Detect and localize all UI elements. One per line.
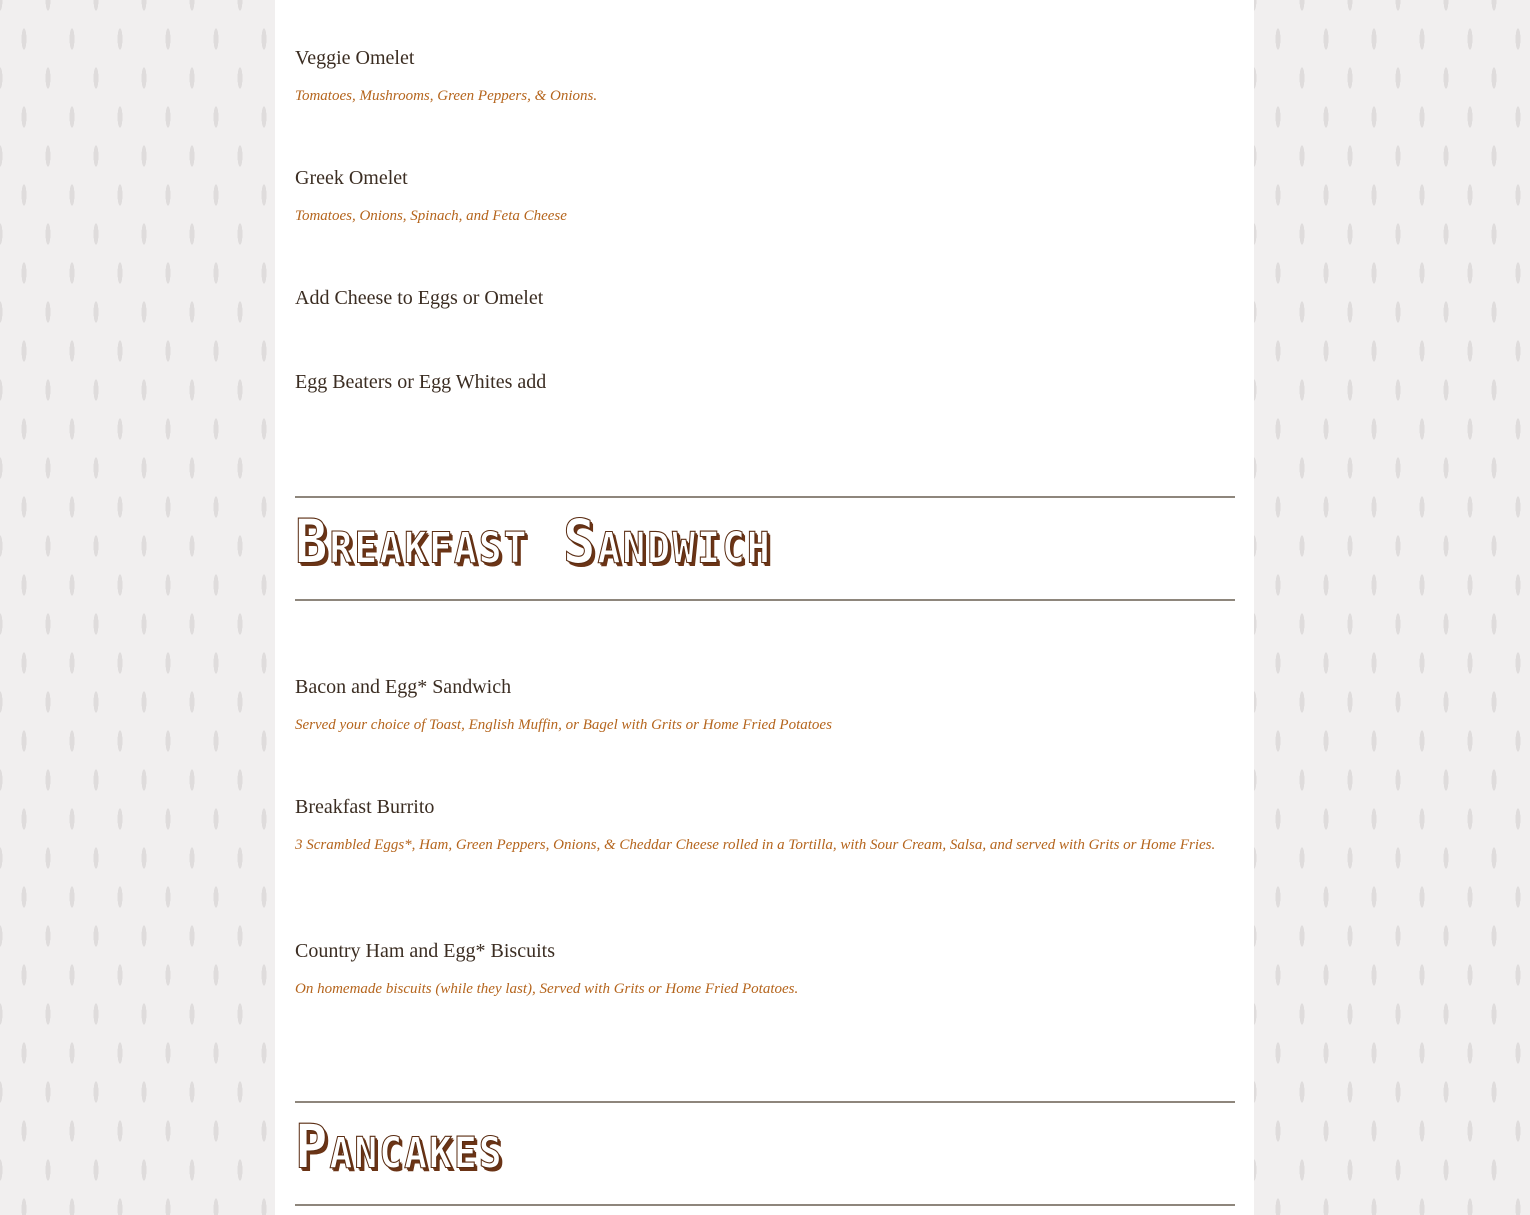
menu-item-title: Add Cheese to Eggs or Omelet [295,287,544,309]
menu-item-title: Bacon and Egg* Sandwich [295,676,512,698]
menu-item-title: Greek Omelet [295,167,408,189]
section-divider-bottom [295,599,1235,601]
menu-item-title: Egg Beaters or Egg Whites add [295,371,547,393]
menu-item-description: Tomatoes, Onions, Spinach, and Feta Cheese [295,208,567,224]
menu-item-title: Country Ham and Egg* Biscuits [295,940,555,962]
section-title-pancakes: Pancakes [295,1111,504,1182]
menu-item-description: 3 Scrambled Eggs*, Ham, Green Peppers, Onions, & Cheddar Cheese rolled in a Tortilla, with Sour Cream, Salsa, and served with Grits or Home Fries. [295,837,1216,853]
menu-item-description: Served your choice of Toast, English Muffin, or Bagel with Grits or Home Fried Potatoes [295,717,832,733]
background-pattern-right [1254,0,1530,1215]
menu-item-title: Veggie Omelet [295,47,415,69]
menu-content [275,0,1254,1215]
menu-item-description: On homemade biscuits (while they last), Served with Grits or Home Fried Potatoes. [295,981,799,997]
background-pattern-left [0,0,275,1215]
menu-item-title: Breakfast Burrito [295,796,435,818]
section-title-breakfast-sandwich: Breakfast Sandwich [295,506,772,577]
section-divider-bottom [295,1204,1235,1206]
menu-item-description: Tomatoes, Mushrooms, Green Peppers, & Onions. [295,88,598,104]
section-divider-top [295,1101,1235,1103]
section-divider-top [295,496,1235,498]
